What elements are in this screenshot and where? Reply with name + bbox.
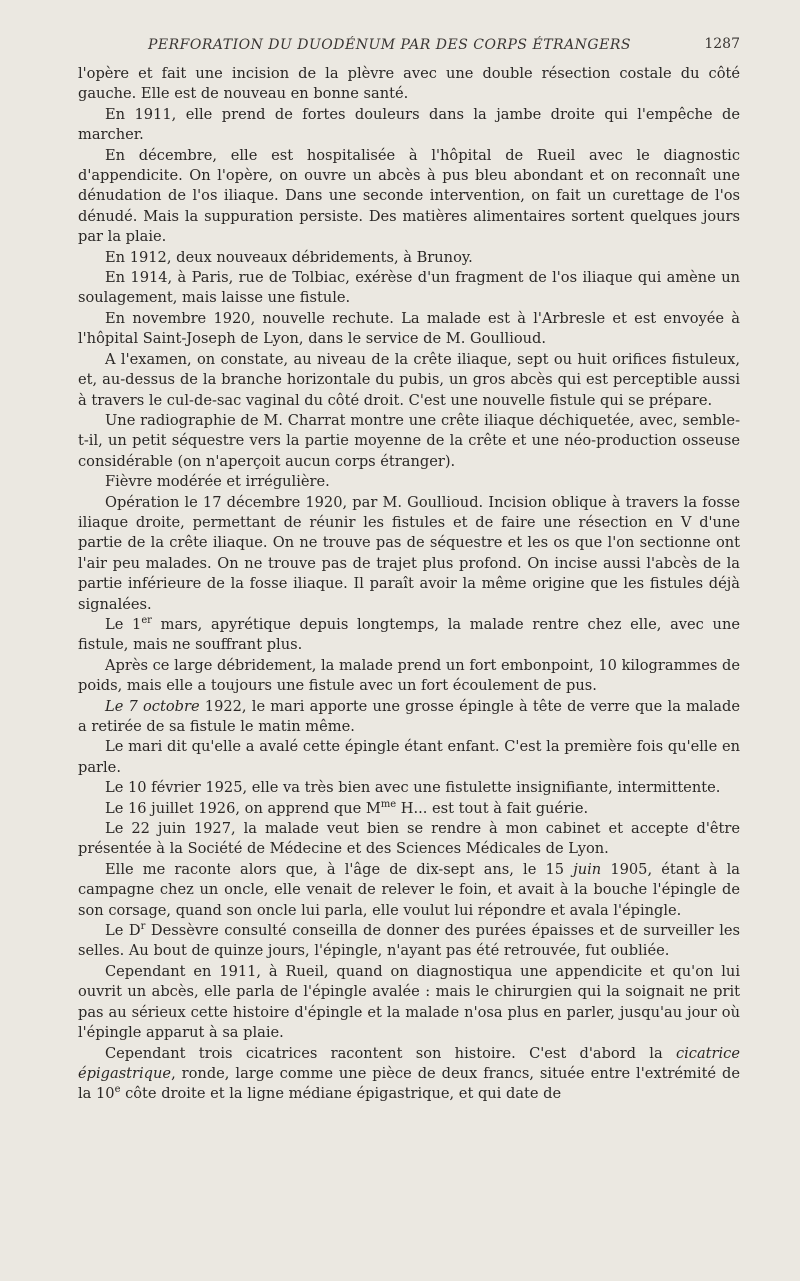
page-number: 1287 xyxy=(704,36,740,52)
paragraph-text: Fièvre modérée et irrégulière. xyxy=(105,473,330,491)
paragraph-text: A l'examen, on constate, au niveau de la crête iliaque, sept ou huit orifices fistuleux, et, au-dessus de la branche horizontale du pubis, un gros abcès qui est perceptible aussi à travers le cul-de-sac vaginal du côté droit. C'est une nouvelle fistule qui se prépare. xyxy=(78,350,740,409)
paragraph xyxy=(78,921,740,962)
paragraph xyxy=(78,819,740,860)
paragraph-text: Dessèvre consulté conseilla de donner des purées épaisses et de surveiller les selles. Au bout de quinze jours, l'épingle, n'ayant pas été retrouvée, fut oubliée. xyxy=(78,922,740,960)
superscript: r xyxy=(140,921,146,933)
paragraph-text: En 1911, elle prend de fortes douleurs dans la jambe droite qui l'empêche de marcher. xyxy=(78,105,740,144)
superscript: me xyxy=(380,798,397,810)
article-body xyxy=(78,64,740,1105)
paragraph xyxy=(78,105,740,146)
paragraph-text: Opération le 17 décembre 1920, par M. Goullioud. Incision oblique à travers la fosse iliaque droite, permettant de réunir les fistules et de faire une résection en V d'une partie de la crête iliaque. On ne trouve pas de séquestre et les os que l'on sectionne ont l'air peu malades. On ne trouve pas de trajet plus profond. On incise aussi l'abcès de la partie inférieure de la fosse iliaque. Il paraît avoir la même origine que les fistules déjà signalées. xyxy=(78,493,740,613)
paragraph-text: l'opère et fait une incision de la plèvre avec une double résection costale du côté gauche. Elle est de nouveau en bonne santé. xyxy=(78,65,740,103)
paragraph xyxy=(78,1044,740,1105)
italic-text: juin xyxy=(573,860,602,878)
paragraph-text: En 1914, à Paris, rue de Tolbiac, exérèse d'un fragment de l'os iliaque qui amène un soulagement, mais laisse une fistule. xyxy=(78,269,740,307)
paragraph-text: , ronde, large comme une pièce de deux francs, située entre l'extrémité de la 10 xyxy=(78,1064,740,1103)
paragraph xyxy=(78,962,740,1044)
paragraph-text: Après ce large débridement, la malade prend un fort embonpoint, 10 kilogrammes de poids, mais elle a toujours une fistule avec un fort écoulement de pus. xyxy=(78,656,740,695)
paragraph xyxy=(78,615,740,656)
paragraph xyxy=(78,350,740,411)
paragraph-text: Le 10 février 1925, elle va très bien avec une fistulette insignifiante, intermittente. xyxy=(105,779,721,797)
paragraph-text: Le 16 juillet 1926, on apprend que M xyxy=(105,799,381,817)
paragraph-text: Elle me raconte alors que, à l'âge de dix-sept ans, le 15 xyxy=(105,860,574,878)
running-header xyxy=(78,0,740,64)
running-title: PERFORATION DU DUODÉNUM PAR DES CORPS ÉTRANGERS xyxy=(148,37,631,53)
paragraph xyxy=(78,799,740,819)
paragraph xyxy=(78,737,740,778)
paragraph-text: Cependant en 1911, à Rueil, quand on diagnostiqua une appendicite et qu'on lui ouvrit un abcès, elle parla de l'épingle avalée : mais le chirurgien qui la soignait ne prit pas au sérieux cette histoire d'épingle et la malade n'osa plus en parler, jusqu'au jour où l'épingle apparut à sa plaie. xyxy=(78,962,740,1042)
paragraph xyxy=(78,472,740,492)
paragraph-text: En novembre 1920, nouvelle rechute. La malade est à l'Arbresle et est envoyée à l'hôpital Saint-Joseph de Lyon, dans le service de M. Goullioud. xyxy=(78,309,740,348)
paragraph-text: Le 1 xyxy=(105,615,142,633)
superscript: er xyxy=(141,615,152,627)
paragraph xyxy=(78,493,740,615)
paragraph xyxy=(78,411,740,472)
paragraph xyxy=(78,778,740,798)
paragraph xyxy=(78,860,740,921)
paragraph-text: Une radiographie de M. Charrat montre une crête iliaque déchiquetée, avec, semble-t-il, un petit séquestre vers la partie moyenne de la crête et une néo-production osseuse considérable (on n'aperçoit aucun corps étranger). xyxy=(78,411,740,470)
paragraph xyxy=(78,146,740,248)
paragraph xyxy=(78,268,740,309)
paragraph-text: 1922, le mari apporte une grosse épingle à tête de verre que la malade a retirée de sa fistule le matin même. xyxy=(78,697,740,735)
italic-text: Le 7 octobre xyxy=(105,697,200,715)
italic-text: cicatrice épigastrique xyxy=(78,1044,740,1082)
paragraph xyxy=(78,697,740,738)
paragraph-text: côte droite et la ligne médiane épigastrique, et qui date de xyxy=(120,1085,562,1103)
paragraph-text: Cependant trois cicatrices racontent son histoire. C'est d'abord la xyxy=(105,1044,676,1062)
superscript: e xyxy=(114,1084,121,1096)
paragraph-text: En décembre, elle est hospitalisée à l'hôpital de Rueil avec le diagnostic d'appendicite. On l'opère, on ouvre un abcès à pus bleu abondant et on reconnaît une dénudation de l'os iliaque. Dans une seconde intervention, on fait un curettage de l'os dénudé. Mais la suppuration persiste. Des matières alimentaires sortent quelques jours par la plaie. xyxy=(78,146,740,246)
paragraph xyxy=(78,309,740,350)
paragraph-text: Le mari dit qu'elle a avalé cette épingle étant enfant. C'est la première fois qu'elle en parle. xyxy=(78,738,740,776)
paragraph-text: 1905, étant à la campagne chez un oncle, elle venait de relever le foin, et avait à la bouche l'épingle de son corsage, quand son oncle lui parla, elle voulut lui répondre et avala l'épingle. xyxy=(78,860,741,919)
paragraph-text: mars, apyrétique depuis longtemps, la malade rentre chez elle, avec une fistule, mais ne souffrant plus. xyxy=(78,615,740,654)
paragraph xyxy=(78,248,740,268)
paragraph-text: En 1912, deux nouveaux débridements, à Brunoy. xyxy=(105,248,473,266)
paragraph-text: H... est tout à fait guérie. xyxy=(396,799,589,817)
paragraph xyxy=(78,656,740,697)
paragraph-text: Le D xyxy=(105,922,141,940)
paragraph-text: Le 22 juin 1927, la malade veut bien se rendre à mon cabinet et accepte d'être présentée à la Société de Médecine et des Sciences Médicales de Lyon. xyxy=(78,820,740,858)
paragraph xyxy=(78,64,740,105)
